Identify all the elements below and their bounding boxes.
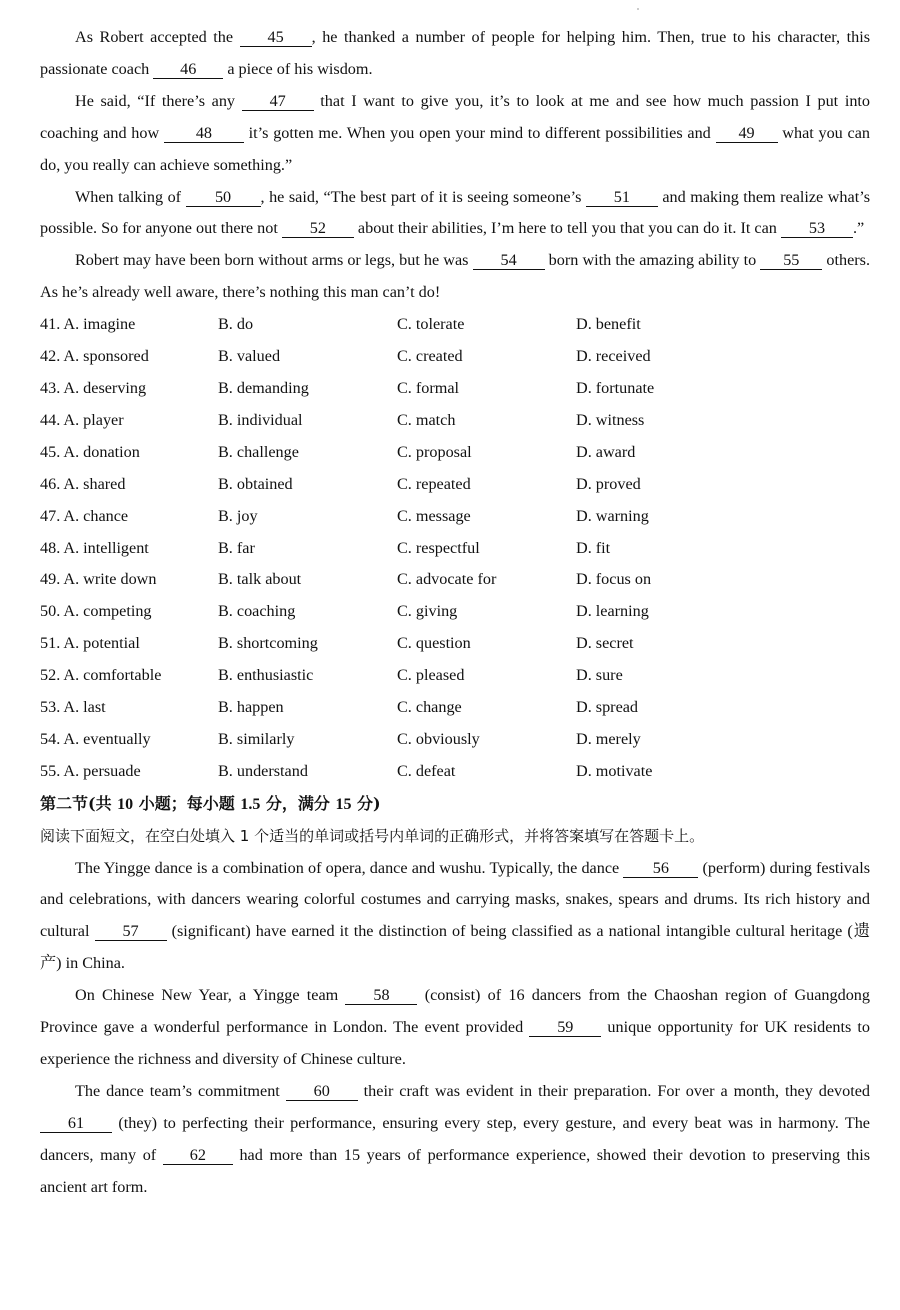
option-c: C. message bbox=[397, 506, 471, 525]
option-d: D. merely bbox=[576, 729, 641, 748]
option-b: B. obtained bbox=[218, 474, 293, 493]
option-c: C. change bbox=[397, 698, 462, 717]
option-c: C. giving bbox=[397, 602, 458, 621]
option-d: D. focus on bbox=[576, 570, 652, 589]
option-d: D. fortunate bbox=[576, 378, 655, 397]
option-c: C. pleased bbox=[397, 666, 465, 685]
section2-heading: 第二节(共 10 小题；每小题 1.5 分，满分 15 分) bbox=[40, 793, 381, 813]
option-d: D. sure bbox=[576, 666, 623, 685]
option-a: 43. A. deserving bbox=[40, 378, 147, 397]
option-a: 55. A. persuade bbox=[40, 761, 141, 780]
option-b: B. valued bbox=[218, 347, 281, 366]
blank-55: 55 bbox=[760, 251, 822, 270]
option-c: C. created bbox=[397, 347, 463, 366]
blank-46: 46 bbox=[153, 60, 223, 79]
passage2-paragraph-2: On Chinese New Year, a Yingge team 58 (consist) of 16 dancers from the Chaoshan region of Guangdong Province gave a wonderful performance in London. The event provided 59 unique opportunity for UK residents to experience the richness and diversity of Chinese culture. bbox=[40, 986, 870, 1068]
option-row bbox=[40, 756, 870, 788]
option-row bbox=[40, 309, 870, 341]
options-list bbox=[40, 309, 870, 788]
option-row bbox=[40, 596, 870, 628]
option-b: B. do bbox=[218, 315, 254, 334]
section2-instruction: 阅读下面短文，在空白处填入 1 个适当的单词或括号内单词的正确形式，并将答案填写在答题卡上。 bbox=[40, 826, 705, 845]
option-a: 45. A. donation bbox=[40, 442, 140, 461]
option-row bbox=[40, 405, 870, 437]
blank-61: 61 bbox=[40, 1114, 112, 1133]
option-a: 41. A. imagine bbox=[40, 315, 136, 334]
option-row bbox=[40, 469, 870, 501]
option-d: D. motivate bbox=[576, 761, 653, 780]
option-a: 54. A. eventually bbox=[40, 729, 151, 748]
option-b: B. coaching bbox=[218, 602, 296, 621]
option-c: C. advocate for bbox=[397, 570, 497, 589]
option-b: B. enthusiastic bbox=[218, 666, 314, 685]
option-b: B. challenge bbox=[218, 442, 299, 461]
option-d: D. proved bbox=[576, 474, 641, 493]
blank-60: 60 bbox=[286, 1082, 358, 1101]
scan-speck bbox=[637, 8, 639, 10]
option-row bbox=[40, 373, 870, 405]
option-c: C. repeated bbox=[397, 474, 471, 493]
blank-53: 53 bbox=[781, 219, 853, 238]
option-b: B. happen bbox=[218, 698, 284, 717]
blank-51: 51 bbox=[586, 188, 658, 207]
option-row bbox=[40, 533, 870, 565]
option-b: B. joy bbox=[218, 506, 258, 525]
blank-59: 59 bbox=[529, 1018, 601, 1037]
option-a: 46. A. shared bbox=[40, 474, 126, 493]
option-d: D. secret bbox=[576, 634, 634, 653]
passage1-paragraph-3: When talking of 50 , he said, “The best part of it is seeing someone’s 51 and making them realize what’s possible. So for anyone out there not 52 about their abilities, I’m here to tell you that you can do it. It can 53 .” bbox=[40, 187, 870, 238]
option-c: C. question bbox=[397, 634, 471, 653]
passage1-paragraph-1: As Robert accepted the 45 , he thanked a number of people for helping him. Then, true to his character, this passionate coach 46 a piece of his wisdom. bbox=[40, 28, 870, 78]
option-c: C. obviously bbox=[397, 729, 480, 748]
blank-48: 48 bbox=[164, 124, 244, 143]
option-c: C. match bbox=[397, 410, 456, 429]
passage1-paragraph-4: Robert may have been born without arms or legs, but he was 54 born with the amazing ability to 55 others. As he’s already well aware, there’s nothing this man can’t do! bbox=[40, 251, 871, 302]
option-a: 47. A. chance bbox=[40, 506, 129, 525]
blank-62: 62 bbox=[163, 1146, 233, 1165]
option-row bbox=[40, 660, 870, 692]
option-a: 53. A. last bbox=[40, 698, 106, 717]
option-d: D. fit bbox=[576, 538, 611, 557]
option-d: D. award bbox=[576, 442, 636, 461]
blank-56: 56 bbox=[623, 859, 698, 878]
option-c: C. tolerate bbox=[397, 315, 465, 334]
option-c: C. respectful bbox=[397, 538, 480, 557]
option-d: D. witness bbox=[576, 410, 645, 429]
option-b: B. understand bbox=[218, 761, 308, 780]
option-a: 44. A. player bbox=[40, 410, 124, 429]
option-b: B. demanding bbox=[218, 378, 309, 397]
blank-54: 54 bbox=[473, 251, 545, 270]
option-d: D. received bbox=[576, 347, 651, 366]
option-b: B. shortcoming bbox=[218, 634, 318, 653]
option-b: B. far bbox=[218, 538, 255, 557]
option-a: 50. A. competing bbox=[40, 602, 152, 621]
option-b: B. talk about bbox=[218, 570, 302, 589]
exam-page bbox=[40, 22, 870, 1204]
option-d: D. learning bbox=[576, 602, 649, 621]
option-d: D. spread bbox=[576, 698, 639, 717]
option-a: 49. A. write down bbox=[40, 570, 157, 589]
option-a: 51. A. potential bbox=[40, 634, 140, 653]
passage2-paragraph-3: The dance team’s commitment 60 their craft was evident in their preparation. For over a month, they devoted 61 (they) to perfecting their performance, ensuring every step, every gesture, and every beat was in harmony. The dancers, many of 62 had more than 15 years of performance experience, showed their devotion to preserving this ancient art form. bbox=[40, 1081, 870, 1196]
option-b: B. individual bbox=[218, 410, 303, 429]
blank-52: 52 bbox=[282, 219, 354, 238]
option-row bbox=[40, 437, 870, 469]
passage1-paragraph-2: He said, “If there’s any 47 that I want to give you, it’s to look at me and see how much passion I put into coaching and how 48 it’s gotten me. When you open your mind to different possibilities and 49 what you can do, you really can achieve something.” bbox=[40, 91, 870, 174]
blank-47: 47 bbox=[242, 92, 314, 111]
option-row bbox=[40, 501, 870, 533]
blank-58: 58 bbox=[345, 986, 417, 1005]
option-d: D. warning bbox=[576, 506, 649, 525]
option-c: C. proposal bbox=[397, 442, 472, 461]
option-row bbox=[40, 692, 870, 724]
blank-49: 49 bbox=[716, 124, 778, 143]
blank-57: 57 bbox=[95, 922, 167, 941]
blank-45: 45 bbox=[240, 28, 312, 47]
option-a: 52. A. comfortable bbox=[40, 666, 162, 685]
option-row bbox=[40, 341, 870, 373]
option-row bbox=[40, 628, 870, 660]
option-row bbox=[40, 564, 870, 596]
option-row bbox=[40, 724, 870, 756]
option-c: C. formal bbox=[397, 378, 460, 397]
option-b: B. similarly bbox=[218, 729, 295, 748]
option-c: C. defeat bbox=[397, 761, 456, 780]
option-a: 42. A. sponsored bbox=[40, 347, 149, 366]
blank-50: 50 bbox=[186, 188, 261, 207]
option-d: D. benefit bbox=[576, 315, 641, 334]
option-a: 48. A. intelligent bbox=[40, 538, 149, 557]
passage2-paragraph-1: The Yingge dance is a combination of opera, dance and wushu. Typically, the dance 56 (perform) during festivals and celebrations, with dancers wearing colorful costumes and carrying masks, snakes, spears and drums. Its rich history and cultural 57 (significant) have earned it the distinction of being classified as a national intangible cultural heritage (遗产) in China. bbox=[40, 858, 870, 973]
